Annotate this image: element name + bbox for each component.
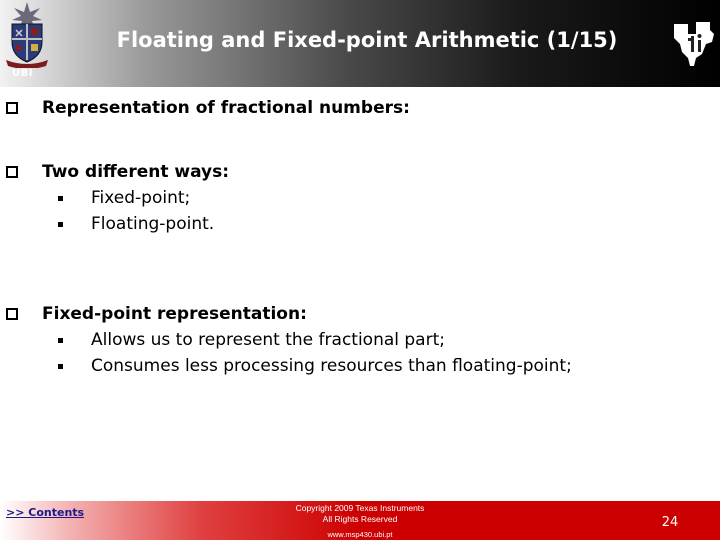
sub-item-label: Allows us to represent the fractional part; xyxy=(91,330,445,350)
sub-item-fractional-part xyxy=(58,330,445,350)
square-bullet-icon xyxy=(58,222,63,227)
sub-item-label: Floating-point. xyxy=(91,214,215,234)
contents-link[interactable]: >> Contents xyxy=(6,506,85,519)
bullet-two-ways xyxy=(6,162,229,182)
sub-item-floating-point xyxy=(58,214,214,234)
university-label: UBI xyxy=(12,68,33,79)
rights-line: All Rights Reserved xyxy=(322,514,398,524)
texas-instruments-logo-icon xyxy=(672,20,716,68)
slide-title: Floating and Fixed-point Arithmetic (1/15) xyxy=(116,28,618,52)
square-bullet-icon xyxy=(58,338,63,343)
slide-footer xyxy=(0,501,720,540)
page-number: 24 xyxy=(661,515,679,530)
sub-item-label: Consumes less processing resources than floating-point; xyxy=(91,356,572,376)
university-crest-icon xyxy=(2,2,52,68)
checkbox-bullet-icon xyxy=(6,102,18,114)
checkbox-bullet-icon xyxy=(6,308,18,320)
slide-header xyxy=(0,0,720,87)
bullet-heading: Representation of fractional numbers: xyxy=(42,98,410,118)
checkbox-bullet-icon xyxy=(6,166,18,178)
bullet-heading: Two different ways: xyxy=(42,162,230,182)
sub-item-processing-resources xyxy=(58,356,572,376)
sub-item-label: Fixed-point; xyxy=(91,188,191,208)
bullet-representation xyxy=(6,98,410,118)
sub-item-fixed-point xyxy=(58,188,190,208)
bullet-heading: Fixed-point representation: xyxy=(42,304,307,324)
copyright-notice xyxy=(262,503,458,525)
square-bullet-icon xyxy=(58,196,63,201)
square-bullet-icon xyxy=(58,364,63,369)
website-url: www.msp430.ubi.pt xyxy=(327,530,393,539)
copyright-line: Copyright 2009 Texas Instruments xyxy=(295,503,425,513)
bullet-fixed-point-representation xyxy=(6,304,307,324)
